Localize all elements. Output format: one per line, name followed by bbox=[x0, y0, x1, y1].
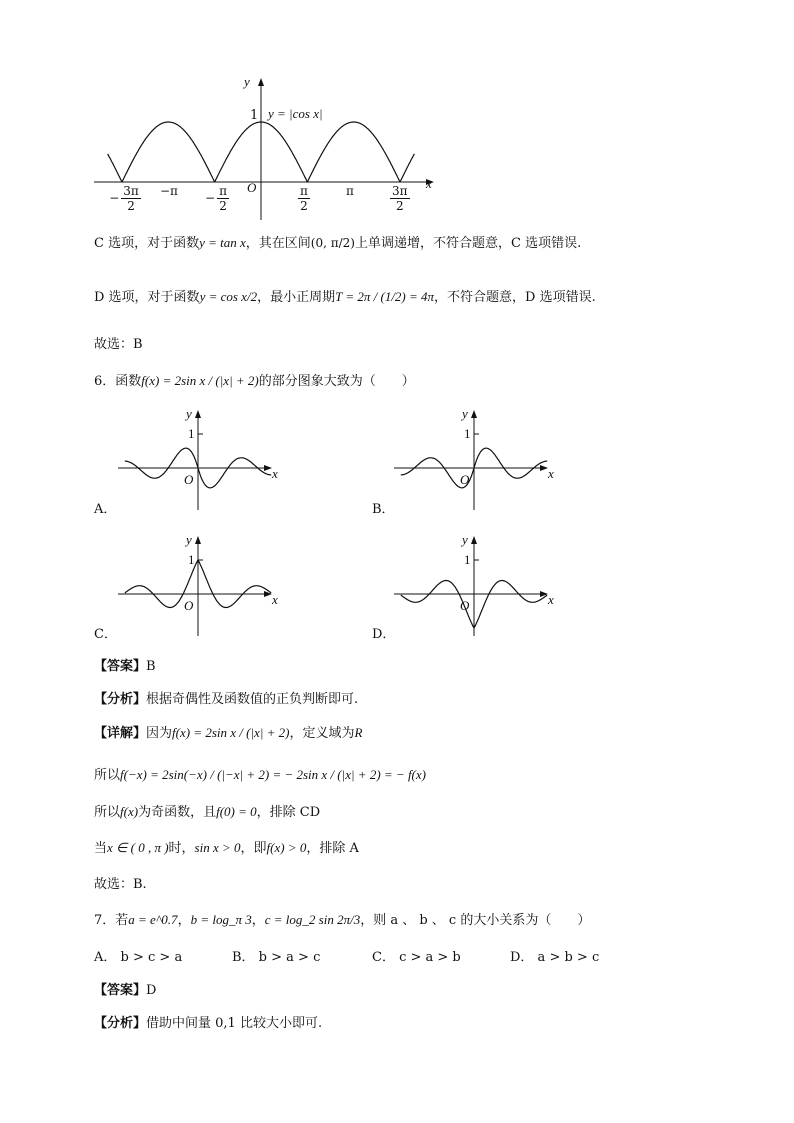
detail6-line1-formula: f(x) = 2sin x / (|x| + 2) bbox=[172, 725, 290, 740]
tick-pi: π bbox=[346, 184, 354, 198]
q6-graph-a bbox=[118, 404, 286, 514]
detail6-line3-mid: 为奇函数，且 bbox=[138, 805, 217, 820]
q6-graph-a-svg bbox=[118, 404, 286, 514]
tick-neg-3pi-2: − $\frac{3\pi}{2}$ bbox=[109, 184, 139, 213]
q6-graph-a-y-label: y bbox=[186, 406, 192, 421]
detail6-line4-fx: f(x) > 0 bbox=[266, 840, 307, 855]
q6-graph-a-x-label: x bbox=[272, 466, 278, 481]
answer7 bbox=[94, 979, 156, 998]
q6-option-c-label: C． bbox=[94, 627, 117, 642]
detail6-line4 bbox=[94, 837, 359, 856]
option-c-prefix: C 选项，对于函数 bbox=[94, 236, 200, 251]
q6-func: f(x) = 2sin x / (|x| + 2) bbox=[141, 373, 259, 388]
answer6 bbox=[94, 655, 156, 674]
one-label: 1 bbox=[250, 108, 259, 123]
answer7-value: D bbox=[146, 983, 157, 998]
detail6-line4-sin: sin x > 0 bbox=[194, 840, 241, 855]
tick-pi-2: $\frac{\pi}{2}$ bbox=[300, 184, 308, 213]
y-axis-arrow bbox=[258, 78, 264, 86]
detail6-line3 bbox=[94, 801, 320, 820]
tick-3pi-2: $\frac{3\pi}{2}$ bbox=[392, 184, 408, 213]
x-axis-label: x bbox=[426, 176, 432, 191]
q6-graph-c-svg bbox=[118, 530, 286, 640]
q6-stem bbox=[94, 370, 415, 389]
q6-graph-d-svg bbox=[394, 530, 562, 640]
detail6-line1-domain: R bbox=[354, 725, 363, 740]
q6-graph-a-x-arrow bbox=[264, 465, 272, 471]
option-d-period: T = 2π / (1/2) = 4π bbox=[335, 289, 435, 304]
detail6-line1-prefix: 因为 bbox=[146, 726, 173, 741]
option-c-mid: ，其在区间 bbox=[245, 236, 311, 251]
option-d-prefix: D 选项，对于函数 bbox=[94, 290, 200, 305]
option-c-line bbox=[94, 232, 581, 251]
option-c-suffix: 上单调递增，不符合题意，C 选项错误. bbox=[355, 236, 582, 251]
option-d-func: y = cos x/2 bbox=[199, 289, 258, 304]
detail6-line1-suffix: ，定义域为 bbox=[289, 726, 355, 741]
detail6-line4-cond: x ∈ ( 0 , π ) bbox=[107, 840, 169, 855]
analysis7 bbox=[94, 1012, 322, 1031]
q7-option-a: A． b > c > a bbox=[94, 950, 183, 965]
detail6-line3-f0: f(0) = 0 bbox=[216, 804, 257, 819]
q6-graph-b-svg bbox=[394, 404, 562, 514]
analysis7-tag: 【分析】 bbox=[94, 1016, 147, 1031]
detail6-line3-fx: f(x) bbox=[120, 804, 139, 819]
curve-label: y = |cos x| bbox=[268, 106, 323, 121]
q6-graph-a-y-arrow bbox=[195, 410, 201, 418]
q6-graph-d-origin-label: O bbox=[460, 598, 470, 613]
q7-b: b = log_π 3 bbox=[190, 912, 252, 927]
q6-graph-c-origin-label: O bbox=[184, 598, 194, 613]
detail6-line1 bbox=[94, 722, 362, 741]
option-c-interval: (0, π/2) bbox=[310, 236, 355, 250]
analysis6-tag: 【分析】 bbox=[94, 692, 147, 707]
answer6-tag: 【答案】 bbox=[94, 659, 147, 674]
q6-graph-c-y-arrow bbox=[195, 536, 201, 544]
analysis6 bbox=[94, 688, 358, 707]
q7-a: a = e^0.7 bbox=[128, 912, 178, 927]
cos-abs-graph bbox=[90, 70, 450, 230]
q6-graph-a-one-label: 1 bbox=[188, 426, 195, 441]
detail6-line2 bbox=[94, 764, 426, 783]
q6-graph-d-one-label: 1 bbox=[464, 552, 471, 567]
y-axis-label: y bbox=[244, 74, 250, 89]
tick-neg-pi: −π bbox=[160, 184, 178, 198]
q6-graph-c bbox=[118, 530, 286, 640]
q6-graph-b-y-arrow bbox=[471, 410, 477, 418]
option-d-mid: ，最小正周期 bbox=[257, 290, 336, 305]
option-c-func: y = tan x bbox=[199, 235, 246, 250]
q6-graph-d-x-arrow bbox=[540, 591, 548, 597]
q6-number: 6．函数 bbox=[94, 374, 142, 389]
q6-graph-b bbox=[394, 404, 562, 514]
q6-graph-d bbox=[394, 530, 562, 640]
option-d-suffix: ，不符合题意，D 选项错误. bbox=[434, 290, 596, 305]
q7-c: c = log_2 sin 2π/3 bbox=[264, 912, 361, 927]
q6-option-d-label: D． bbox=[372, 627, 396, 642]
q6-graph-a-origin-label: O bbox=[184, 472, 194, 487]
detail6-line4-mid: 时， bbox=[168, 841, 195, 856]
analysis6-text: 根据奇偶性及函数值的正负判断即可. bbox=[146, 692, 359, 707]
q6-graph-b-origin-label: O bbox=[460, 472, 470, 487]
q6-graph-b-y-label: y bbox=[462, 406, 468, 421]
detail6-line4-mid2: ，即 bbox=[240, 841, 267, 856]
detail6-line3-suffix: ，排除 CD bbox=[256, 805, 321, 820]
q7-number: 7．若 bbox=[94, 913, 129, 928]
q6-graph-c-y-label: y bbox=[186, 532, 192, 547]
q6-graph-c-one-label: 1 bbox=[188, 552, 195, 567]
q6-option-b-label: B． bbox=[372, 502, 395, 517]
tick-neg-pi-2: − $\frac{\pi}{2}$ bbox=[205, 184, 227, 213]
q6-graph-d-x-label: x bbox=[548, 592, 554, 607]
q6-graph-c-x-arrow bbox=[264, 591, 272, 597]
detail6-line2-formula: f(−x) = 2sin(−x) / (|−x| + 2) = − 2sin x / (|x| + 2) = − f(x) bbox=[120, 767, 426, 782]
q6-graph-d-y-arrow bbox=[471, 536, 477, 544]
q7-option-c: C． c > a > b bbox=[372, 950, 461, 965]
q6-graph-d-y-label: y bbox=[462, 532, 468, 547]
analysis7-text: 借助中间量 0,1 比较大小即可. bbox=[146, 1016, 323, 1031]
q7-option-b: B． b > a > c bbox=[232, 950, 321, 965]
q6-graph-c-x-label: x bbox=[272, 592, 278, 607]
q7-stem: 7．若a = e^0.7，b = log_π 3，c = log_2 sin 2π/3，则 a 、 b 、 c 的大小关系为（ ） bbox=[94, 912, 591, 928]
detail6-line3-prefix: 所以 bbox=[94, 805, 121, 820]
q6-graph-b-one-label: 1 bbox=[464, 426, 471, 441]
detail6-line4-suffix: ，排除 A bbox=[306, 841, 359, 856]
option-d-line bbox=[94, 286, 596, 305]
answer6-value: B bbox=[146, 659, 156, 674]
q7-option-d: D． a > b > c bbox=[510, 950, 600, 965]
q6-graph-b-x-arrow bbox=[540, 465, 548, 471]
q6-suffix: 的部分图象大致为（ ） bbox=[258, 374, 415, 389]
q7-suffix: ，则 a 、 b 、 c 的大小关系为（ ） bbox=[360, 913, 591, 928]
detail6-line4-prefix: 当 bbox=[94, 841, 108, 856]
origin-label: O bbox=[247, 180, 257, 195]
q6-graph-b-x-label: x bbox=[548, 466, 554, 481]
choose-1: 故选：B bbox=[94, 337, 143, 352]
answer7-tag: 【答案】 bbox=[94, 983, 147, 998]
choose-2: 故选：B. bbox=[94, 877, 147, 892]
detail6-line2-prefix: 所以 bbox=[94, 768, 121, 783]
q6-option-a-label: A． bbox=[94, 502, 117, 517]
detail6-tag: 【详解】 bbox=[94, 726, 147, 741]
